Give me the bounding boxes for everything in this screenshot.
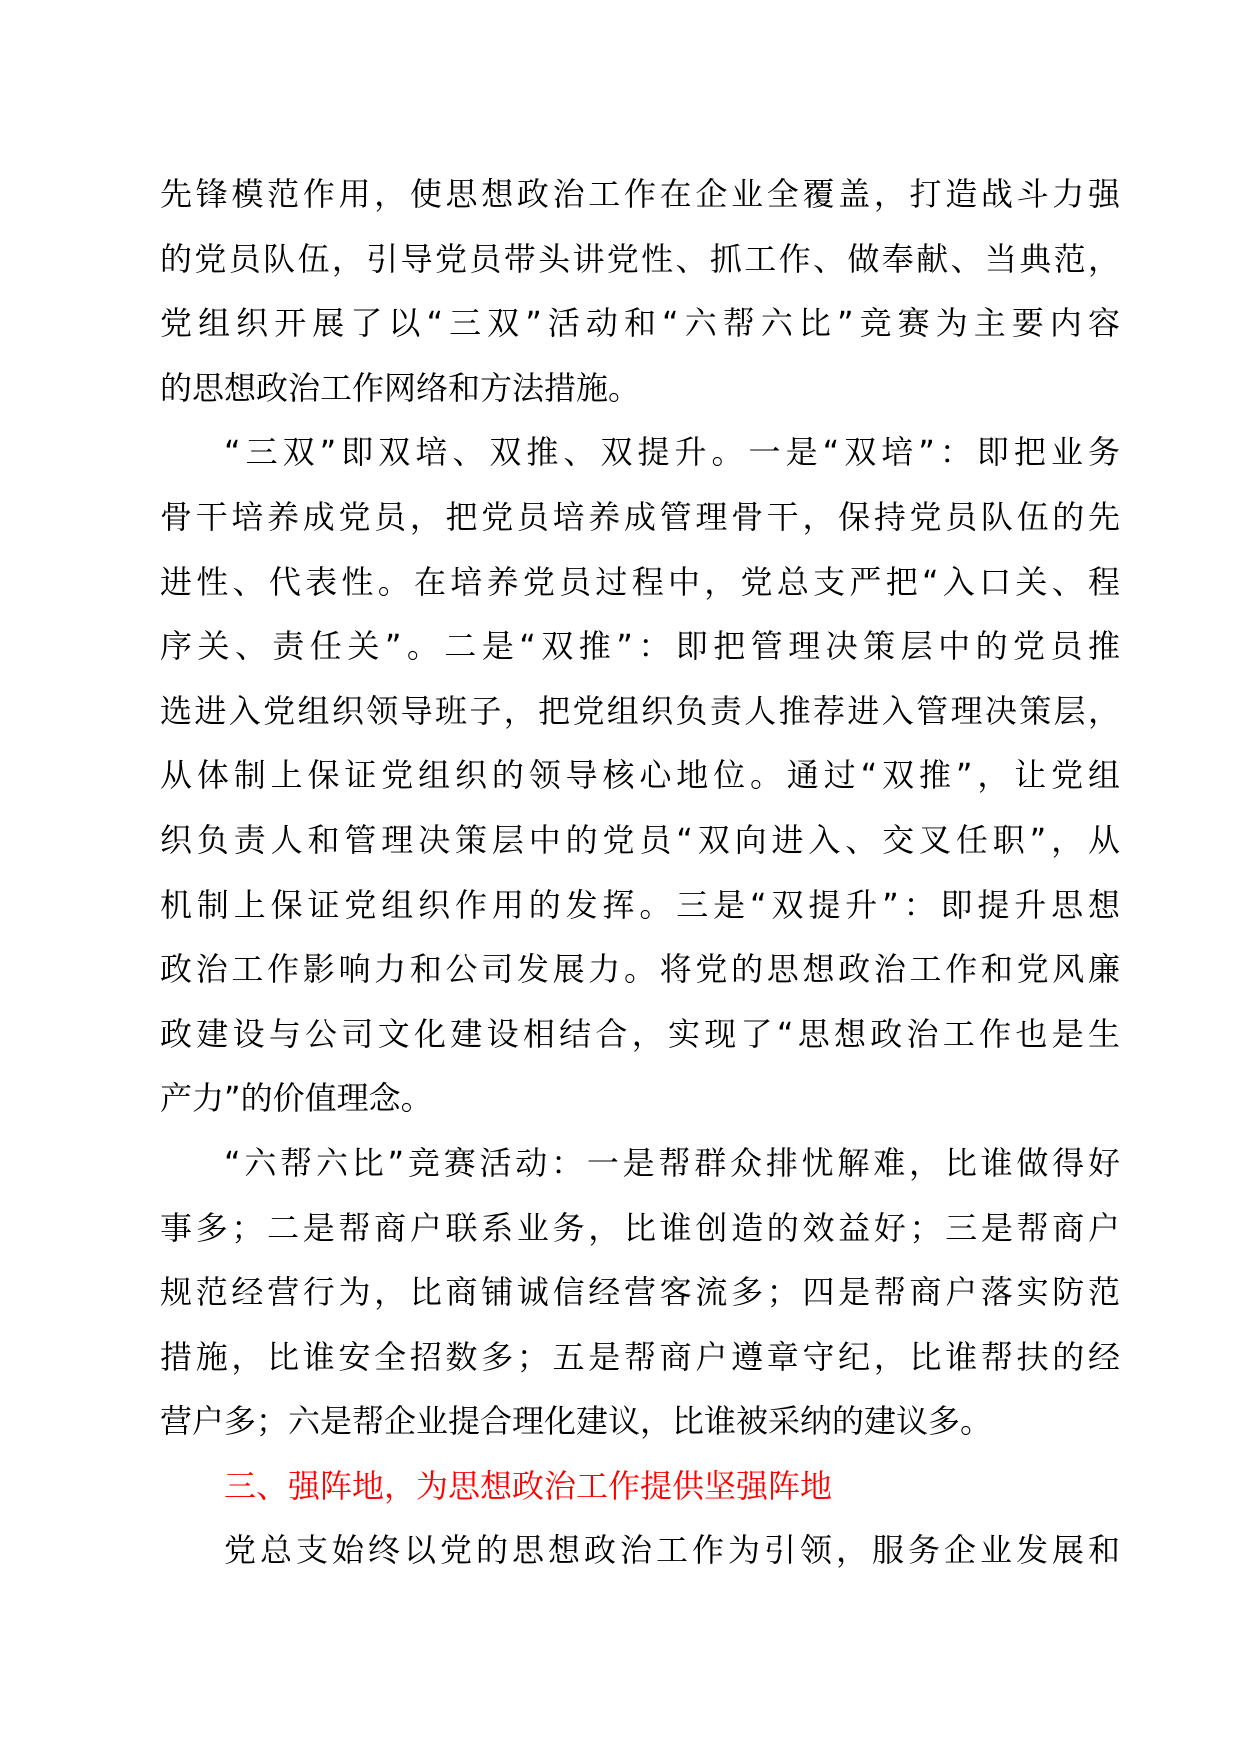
paragraph-section-three-start <box>160 1518 1120 1583</box>
text-line: 从体制上保证党组织的领导核心地位。通过“双推”，让党组 <box>160 756 1120 795</box>
text-line: 党组织开展了以“三双”活动和“六帮六比”竞赛为主要内容 <box>160 304 1120 343</box>
text-line: 规范经营行为，比商铺诚信经营客流多；四是帮商户落实防范 <box>160 1273 1120 1312</box>
text-line: 措施，比谁安全招数多；五是帮商户遵章守纪，比谁帮扶的经 <box>160 1337 1120 1376</box>
text-line: 事多；二是帮商户联系业务，比谁创造的效益好；三是帮商户 <box>160 1208 1120 1247</box>
text-line: 的党员队伍，引导党员带头讲党性、抓工作、做奉献、当典范， <box>160 239 1120 278</box>
text-line: 党总支始终以党的思想政治工作为引领，服务企业发展和 <box>224 1531 1120 1570</box>
text-line: 骨干培养成党员，把党员培养成管理骨干，保持党员队伍的先 <box>160 497 1120 536</box>
text-line: 产力”的价值理念。 <box>160 1079 433 1118</box>
text-line: 先锋模范作用，使思想政治工作在企业全覆盖，打造战斗力强 <box>160 175 1120 213</box>
paragraph-intro-continuation <box>160 162 1120 420</box>
document-page <box>160 162 1120 1583</box>
text-line: “三双”即双培、双推、双提升。一是“双培”：即把业务 <box>224 433 1120 472</box>
text-line: “六帮六比”竞赛活动：一是帮群众排忧解难，比谁做得好 <box>224 1143 1120 1182</box>
text-line: 政建设与公司文化建设相结合，实现了“思想政治工作也是生 <box>160 1014 1120 1053</box>
text-line: 政治工作影响力和公司发展力。将党的思想政治工作和党风廉 <box>160 950 1120 989</box>
text-line: 序关、责任关”。二是“双推”：即把管理决策层中的党员推 <box>160 627 1120 666</box>
heading-line: 三、强阵地，为思想政治工作提供坚强阵地 <box>224 1466 833 1505</box>
text-line: 的思想政治工作网络和方法措施。 <box>160 368 641 407</box>
text-line: 选进入党组织领导班子，把党组织负责人推荐进入管理决策层， <box>160 691 1120 730</box>
text-line: 织负责人和管理决策层中的党员“双向进入、交叉任职”，从 <box>160 820 1120 859</box>
paragraph-liu-bang-liu-bi <box>160 1131 1120 1454</box>
text-line: 营户多；六是帮企业提合理化建议，比谁被采纳的建议多。 <box>160 1402 993 1441</box>
text-line: 进性、代表性。在培养党员过程中，党总支严把“入口关、程 <box>160 562 1120 601</box>
text-line: 机制上保证党组织作用的发挥。三是“双提升”：即提升思想 <box>160 885 1120 924</box>
paragraph-san-shuang <box>160 420 1120 1131</box>
section-heading-three <box>160 1454 1120 1519</box>
